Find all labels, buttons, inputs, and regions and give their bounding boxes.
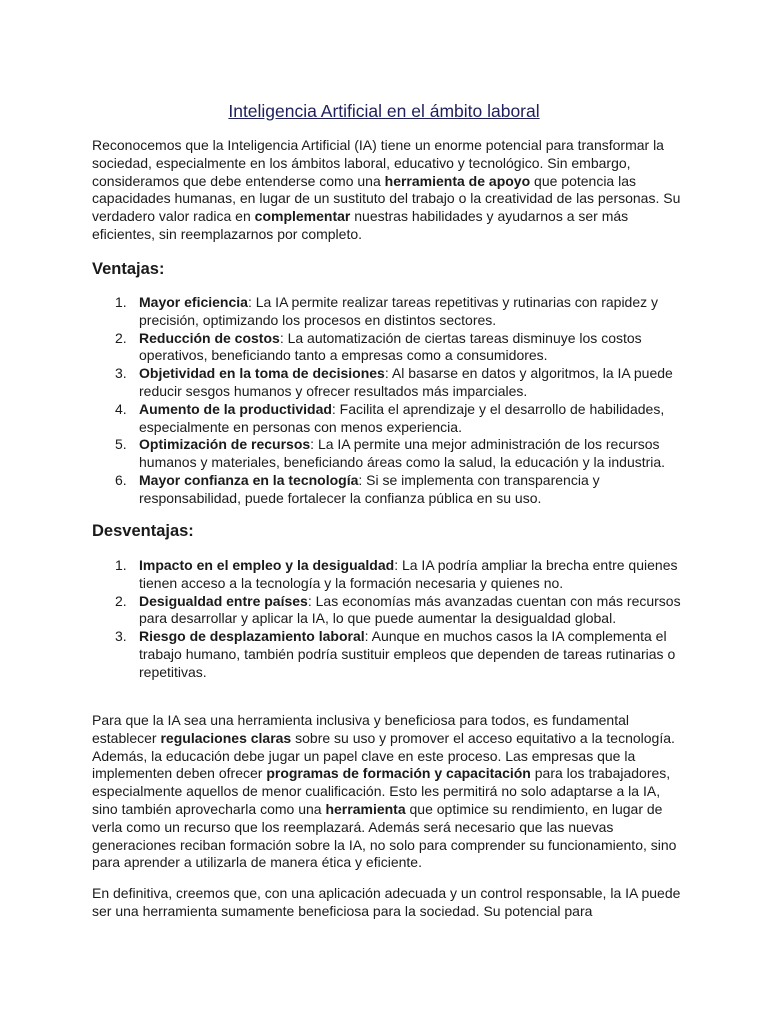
list-item-text: : Facilita el aprendizaje y el desarrollo de habilidades, especialmente en personas con menos experiencia. <box>139 400 665 435</box>
list-item-text: : La IA permite realizar tareas repetitivas y rutinarias con rapidez y precisión, optimizando los procesos en distintos sectores. <box>139 294 659 328</box>
para2-text-2: sobre su uso y promover el acceso equitativo a la tecnología. Además, la educación debe jugar un papel clave en este proceso. Las empresas que la implementen deben ofrecer <box>92 729 675 782</box>
para2-bold-3: herramienta <box>325 800 406 817</box>
intro-bold-2: complementar <box>254 208 351 225</box>
list-item-bold: Optimización de recursos <box>139 436 311 453</box>
list-item-bold: Desigualdad entre países <box>139 592 308 609</box>
intro-text-3: nuestras habilidades y ayudarnos a ser más eficientes, sin reemplazarnos por completo. <box>92 208 629 242</box>
list-number: 5. <box>115 436 127 453</box>
list-item-bold: Aumento de la productividad <box>139 400 332 417</box>
list-item-text: : Al basarse en datos y algoritmos, la IA puede reducir sesgos humanos y ofrecer resultados más imparciales. <box>139 365 673 399</box>
list-number: 6. <box>115 471 127 488</box>
list-number: 1. <box>115 294 127 310</box>
list-item-bold: Objetividad en la toma de decisiones <box>139 365 385 382</box>
list-item-bold: Mayor confianza en la tecnología <box>139 471 359 488</box>
para2-bold-1: regulaciones claras <box>160 729 292 746</box>
desventajas-heading: Desventajas: <box>92 522 194 540</box>
conclusion-paragraph <box>92 885 682 921</box>
list-item-text: : La IA permite una mejor administración de los recursos humanos y materiales, beneficiando áreas como la salud, la educación y la industria. <box>139 436 666 471</box>
list-item-text: : La automatización de ciertas tareas disminuye los costos operativos, beneficiando tanto a empresas como a consumidores. <box>139 329 642 364</box>
list-number: 3. <box>115 365 127 382</box>
para2-bold-2: programas de formación y capacitación <box>266 765 531 782</box>
list-item-text: : Si se implementa con transparencia y responsabilidad, puede fortalecer la confianza pública en su uso. <box>139 471 600 506</box>
list-item <box>92 593 682 629</box>
list-item <box>92 436 682 472</box>
list-item-text: : Aunque en muchos casos la IA complementa el trabajo humano, también podría sustituir empleos que dependen de tareas rutinarias o repetitivas. <box>139 628 676 680</box>
list-item <box>92 365 682 401</box>
list-item-bold: Riesgo de desplazamiento laboral <box>139 628 365 645</box>
list-item-text: : Las economías más avanzadas cuentan con más recursos para desarrollar y aplicar la IA, lo que puede aumentar la desigualdad global. <box>139 592 681 627</box>
list-item <box>92 628 682 681</box>
list-item-bold: Reducción de costos <box>139 329 280 346</box>
list-number: 1. <box>115 557 127 573</box>
document-title: Inteligencia Artificial en el ámbito laboral <box>228 101 540 121</box>
list-item <box>92 330 682 366</box>
list-item <box>92 557 682 593</box>
list-number: 3. <box>115 628 127 645</box>
intro-text-1: Reconocemos que la Inteligencia Artificial (IA) tiene un enorme potencial para transformar la sociedad, especialmente en los ámbitos laboral, educativo y tecnológico. Sin embargo, consideramos que debe entenderse como una <box>92 137 664 189</box>
list-number: 2. <box>115 329 127 346</box>
list-item-bold: Mayor eficiencia <box>139 294 248 310</box>
recommendations-paragraph <box>92 712 682 872</box>
list-item <box>92 294 682 330</box>
intro-paragraph <box>92 137 682 244</box>
ventajas-heading: Ventajas: <box>92 260 165 278</box>
list-number: 4. <box>115 400 127 417</box>
list-number: 2. <box>115 592 127 609</box>
para2-text-4: que optimice su rendimiento, en lugar de verla como un recurso que los reemplazará. Además será necesario que las nuevas generaciones reciban formación sobre la IA, no solo para comprender su funcionamiento, sino para aprender a utilizarla de manera ética y eficiente. <box>92 800 677 871</box>
conclusion-text: En definitiva, creemos que, con una aplicación adecuada y un control responsable, la IA puede ser una herramienta sumamente beneficiosa para la sociedad. Su potencial para <box>92 885 681 919</box>
intro-bold-1: herramienta de apoyo <box>384 172 531 189</box>
list-item <box>92 472 682 508</box>
para2-text-3: para los trabajadores, especialmente aquellos de menor cualificación. Esto les permitirá no solo adaptarse a la IA, sino también aprovecharla como una <box>92 765 671 817</box>
intro-text-2: que potencia las capacidades humanas, en lugar de un sustituto del trabajo o la creatividad de las personas. Su verdadero valor radica en <box>92 172 681 225</box>
para2-text-1: Para que la IA sea una herramienta inclusiva y beneficiosa para todos, es fundamental establecer <box>92 712 629 746</box>
ventajas-list <box>92 294 682 508</box>
list-item-text: : La IA podría ampliar la brecha entre quienes tienen acceso a la tecnología y la formación necesaria y quienes no. <box>139 557 678 591</box>
desventajas-list <box>92 557 682 682</box>
list-item-bold: Impacto en el empleo y la desigualdad <box>139 557 395 573</box>
list-item <box>92 401 682 437</box>
